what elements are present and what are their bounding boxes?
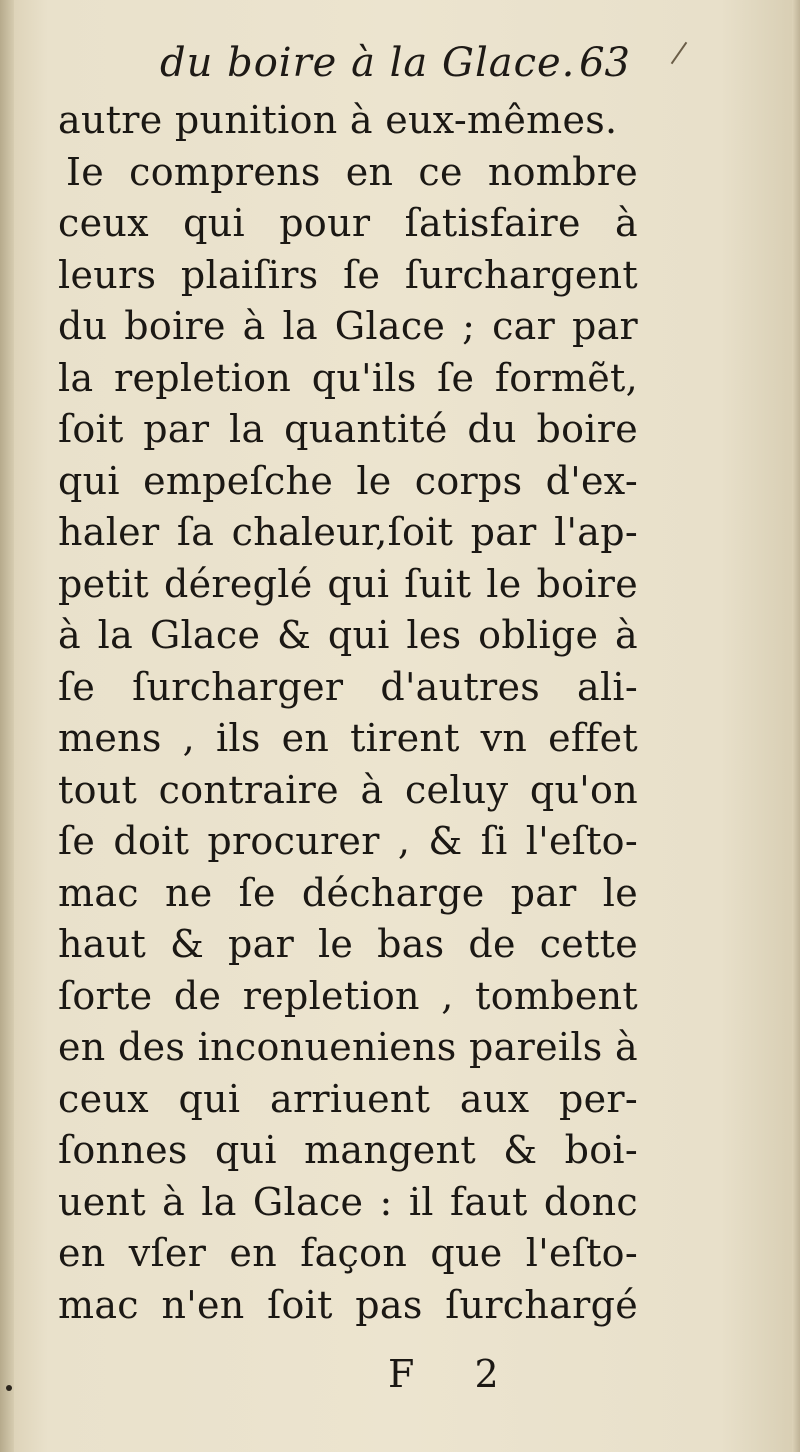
text-line: mens , ils en tirent vn effet bbox=[58, 716, 638, 760]
text-line: ſorte de repletion , tombent bbox=[58, 973, 638, 1018]
text-line: Ie comprens en ce nombre bbox=[66, 149, 638, 194]
running-head bbox=[160, 34, 630, 94]
text-line: leurs plaiſirs ſe ſurchargent bbox=[58, 252, 638, 297]
text-line: qui empeſche le corps d'ex- bbox=[58, 458, 638, 503]
text-line: ceux qui pour ſatisfaire à bbox=[58, 201, 638, 245]
text-line: ſonnes qui mangent & boi- bbox=[58, 1128, 638, 1172]
text-line: haler ſa chaleur,ſoit par l'ap- bbox=[58, 510, 638, 554]
page-right-edge bbox=[792, 0, 800, 1452]
text-line: à la Glace & qui les oblige à bbox=[58, 613, 638, 657]
text-line: ſoit par la quantité du boire bbox=[58, 407, 638, 451]
text-line: autre punition à eux-mêmes. bbox=[58, 98, 618, 142]
page-number: 63 bbox=[579, 40, 630, 86]
text-line: ſe doit procurer , & ſi l'eſto- bbox=[58, 819, 638, 863]
text-line: uent à la Glace : il faut donc bbox=[58, 1179, 638, 1224]
body-text bbox=[58, 95, 638, 1331]
text-line: du boire à la Glace ; car par bbox=[58, 304, 638, 348]
text-line: mac n'en ſoit pas ſurchargé bbox=[58, 1282, 638, 1327]
signature-mark: F 2 bbox=[388, 1352, 523, 1396]
running-title: du boire à la Glace. bbox=[160, 40, 576, 86]
page-left-edge bbox=[0, 0, 14, 1452]
text-line: ſe ſurcharger d'autres ali- bbox=[58, 664, 638, 709]
text-line: petit déreglé qui ſuit le boire bbox=[58, 561, 638, 606]
ink-mark bbox=[671, 42, 688, 64]
text-line: haut & par le bas de cette bbox=[58, 922, 638, 966]
text-line: en des inconueniens pareils à bbox=[58, 1025, 638, 1069]
text-line: en vſer en façon que l'eſto- bbox=[58, 1231, 638, 1275]
text-line: mac ne ſe décharge par le bbox=[58, 870, 638, 915]
text-line: tout contraire à celuy qu'on bbox=[58, 767, 638, 812]
text-line: ceux qui arriuent aux per- bbox=[58, 1076, 638, 1121]
text-line: la repletion qu'ils ſe formẽt, bbox=[58, 355, 638, 400]
ink-dot bbox=[6, 1385, 12, 1391]
